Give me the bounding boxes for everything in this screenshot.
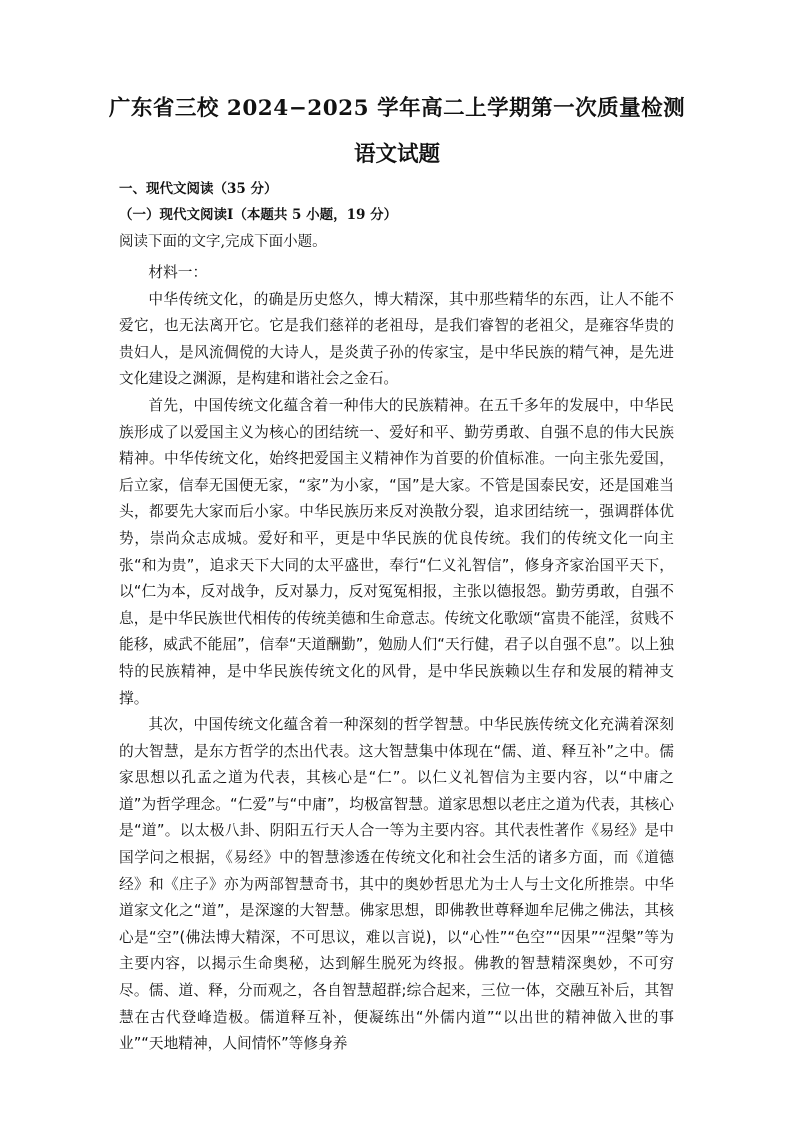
paragraph-1: 中华传统文化，的确是历史悠久，博大精深，其中那些精华的东西，让人不能不爱它，也无法离开它。它是我们慈祥的老祖母，是我们睿智的老祖父，是雍容华贵的贵妇人，是风流倜傥的大诗人，是炎黄子孙的传家宝，是中华民族的精气神，是先进文化建设之渊源，是构建和谐社会之金石。 (119, 290, 674, 388)
document-subtitle: 语文试题 (353, 142, 440, 167)
paragraph-2: 首先，中国传统文化蕴含着一种伟大的民族精神。在五千多年的发展中，中华民族形成了以爱国主义为核心的团结统一、爱好和平、勤劳勇敢、自强不息的伟大民族精神。中华传统文化，始终把爱国主义精神作为首要的价值标准。一向主张先爱国，后立家，信奉无国便无家，“家”为小家，“国”是大家。不管是国泰民安，还是国难当头，都要先大家而后小家。中华民族历来反对涣散分裂，追求团结统一，强调群体优势，崇尚众志成城。爱好和平，更是中华民族的优良传统。我们的传统文化一向主张“和为贵”，追求天下大同的太平盛世，奉行“仁义礼智信”，修身齐家治国平天下，以“仁为本，反对战争，反对暴力，反对冤冤相报，主张以德报怨。勤劳勇敢，自强不息，是中华民族世代相传的传统美德和生命意志。传统文化歌颂“富贵不能淫，贫贱不能移，威武不能屈”，信奉“天道酬勤”，勉励人们“天行健，君子以自强不息”。以上独特的民族精神，是中华民族传统文化的风骨，是中华民族赖以生存和发展的精神支撑。 (119, 396, 674, 707)
subsection-heading: （一）现代文阅读Ⅰ（本题共 5 小题，19 分） (119, 207, 398, 223)
paragraph-3: 其次，中国传统文化蕴含着一种深刻的哲学智慧。中华民族传统文化充满着深刻的大智慧，是东方哲学的杰出代表。这大智慧集中体现在“儒、道、释互补”之中。儒家思想以孔孟之道为代表，其核心是“仁”。以仁义礼智信为主要内容，以“中庸之道”为哲学理念。“仁爱”与“中庸”，均极富智慧。道家思想以老庄之道为代表，其核心是“道”。以太极八卦、阴阳五行天人合一等为主要内容。其代表性著作《易经》是中国学问之根据，《易经》中的智慧渗透在传统文化和社会生活的诸多方面，而《道德经》和《庄子》亦为两部智慧奇书，其中的奥妙哲思尤为士人与士文化所推崇。中华道家文化之“道”，是深邃的大智慧。佛家思想，即佛教世尊释迦牟尼佛之佛法，其核心是“空”(佛法博大精深，不可思议，难以言说)，以“心性”“色空”“因果”“涅槃”等为主要内容，以揭示生命奥秘，达到解生脱死为终报。佛教的智慧精深奥妙，不可穷尽。儒、道、释，分而观之，各自智慧超群;综合起来，三位一体，交融互补后，其智慧在古代登峰造极。儒道释互补，便凝练出“外儒内道”“以出世的精神做入世的事业”“天地精神，人间情怀”等修身养 (119, 716, 674, 1053)
document-title: 广东省三校 2024−2025 学年高二上学期第一次质量检测 (108, 96, 686, 121)
passage-body (119, 260, 674, 1058)
instruction-text: 阅读下面的文字,完成下面小题。 (119, 234, 327, 250)
section-heading: 一、现代文阅读（35 分） (119, 181, 278, 197)
material-label: 材料一： (148, 264, 208, 281)
